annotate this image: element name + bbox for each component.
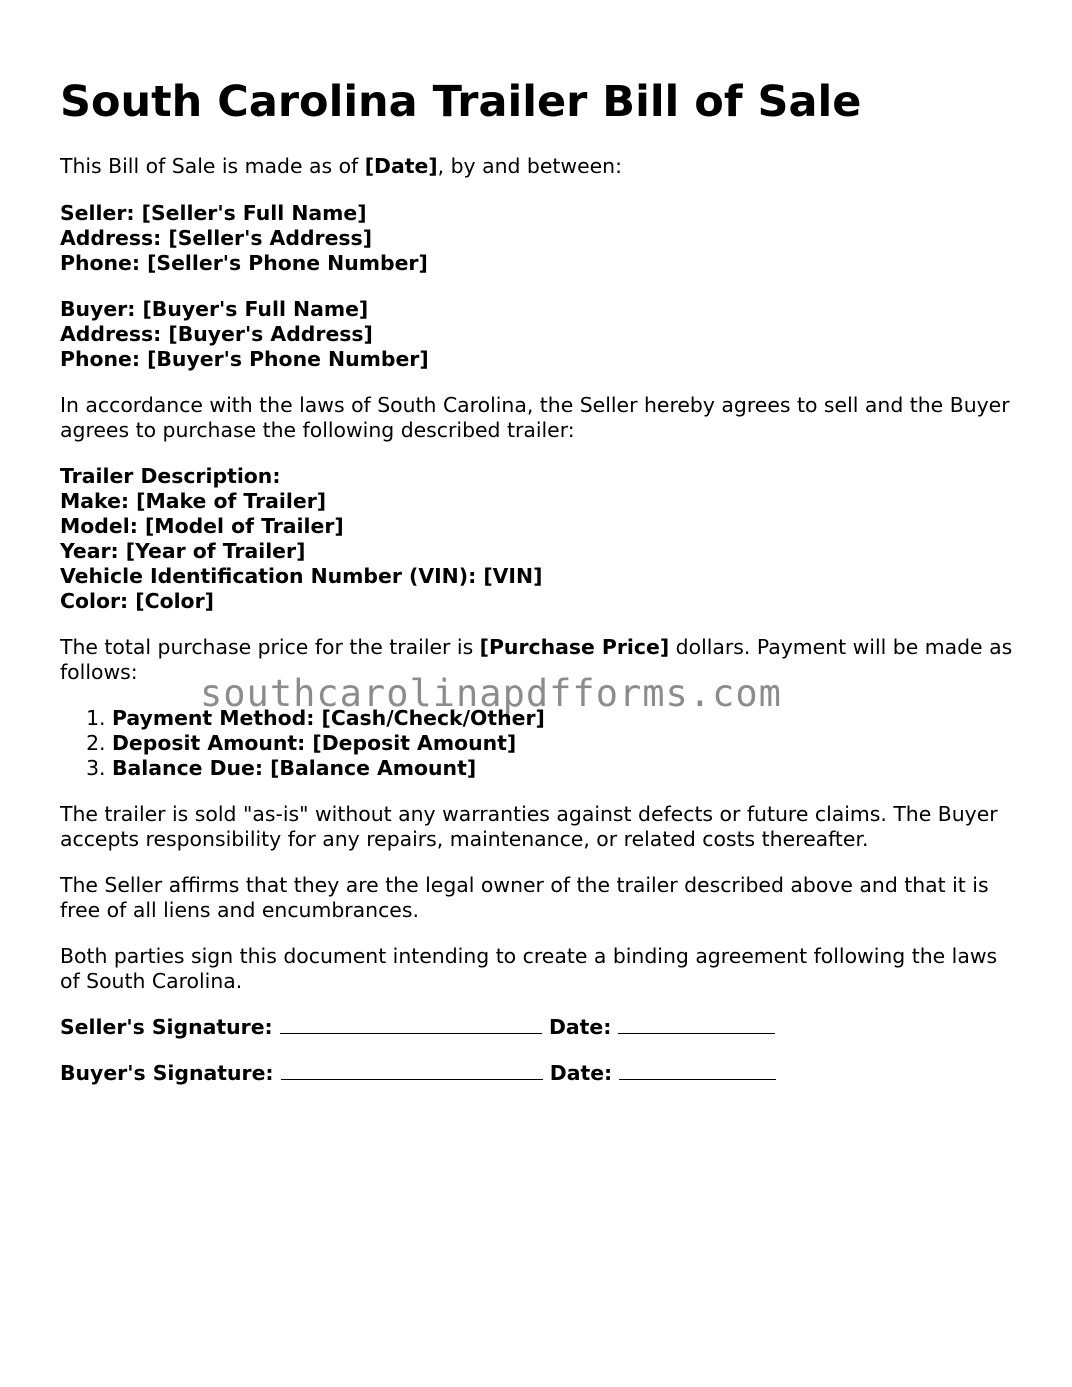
buyer-info xyxy=(60,297,1020,372)
accordance-paragraph: In accordance with the laws of South Carolina, the Seller hereby agrees to sell and the Buyer agrees to purchase the following described trailer: xyxy=(60,393,1010,442)
document-title: South Carolina Trailer Bill of Sale xyxy=(60,77,862,127)
price-text-pre: The total purchase price for the trailer is xyxy=(60,635,480,659)
watermark: southcarolinapdfforms.com xyxy=(200,672,782,715)
seller-signature-label: Seller's Signature: xyxy=(60,1015,273,1039)
trailer-year: Year: [Year of Trailer] xyxy=(60,539,306,563)
seller-date-line[interactable] xyxy=(618,1015,775,1034)
buyer-name: Buyer: [Buyer's Full Name] xyxy=(60,297,369,321)
intro-text-pre: This Bill of Sale is made as of xyxy=(60,154,365,178)
payment-list xyxy=(60,706,1020,781)
seller-name: Seller: [Seller's Full Name] xyxy=(60,201,367,225)
intro-date-placeholder: [Date] xyxy=(364,154,438,178)
purchase-price-placeholder: [Purchase Price] xyxy=(479,635,670,659)
payment-item-method: 1. Payment Method: [Cash/Check/Other] xyxy=(112,706,1020,731)
seller-signature-line[interactable] xyxy=(280,1015,542,1034)
buyer-address: Address: [Buyer's Address] xyxy=(60,322,373,346)
payment-item-balance: 3. Balance Due: [Balance Amount] xyxy=(112,756,1020,781)
trailer-color: Color: [Color] xyxy=(60,589,214,613)
seller-address: Address: [Seller's Address] xyxy=(60,226,373,250)
ownership-paragraph: The Seller affirms that they are the legal owner of the trailer described above and that it is free of all liens and encumbrances. xyxy=(60,873,989,922)
intro-text-post: , by and between: xyxy=(437,154,622,178)
seller-date-label: Date: xyxy=(548,1015,612,1039)
price-paragraph xyxy=(60,635,1020,685)
buyer-date-line[interactable] xyxy=(619,1061,776,1080)
buyer-signature-label: Buyer's Signature: xyxy=(60,1061,274,1085)
buyer-signature-row xyxy=(60,1061,1020,1086)
binding-paragraph: Both parties sign this document intending to create a binding agreement following the laws of South Carolina. xyxy=(60,944,998,993)
payment-item-deposit: 2. Deposit Amount: [Deposit Amount] xyxy=(112,731,1020,756)
seller-phone: Phone: [Seller's Phone Number] xyxy=(60,251,428,275)
trailer-description xyxy=(60,464,1020,614)
price-text-post: dollars. Payment will be made as follows: xyxy=(60,635,1013,684)
trailer-heading: Trailer Description: xyxy=(60,464,281,488)
seller-info xyxy=(60,201,1020,276)
buyer-date-label: Date: xyxy=(549,1061,613,1085)
payment-list-block xyxy=(60,706,1020,781)
as-is-paragraph: The trailer is sold "as-is" without any warranties against defects or future claims. The Buyer accepts responsibility for any repairs, maintenance, or related costs thereafter. xyxy=(60,802,998,851)
seller-signature-row xyxy=(60,1015,1020,1040)
buyer-phone: Phone: [Buyer's Phone Number] xyxy=(60,347,429,371)
trailer-vin: Vehicle Identification Number (VIN): [VIN] xyxy=(60,564,543,588)
trailer-model: Model: [Model of Trailer] xyxy=(60,514,344,538)
trailer-make: Make: [Make of Trailer] xyxy=(60,489,327,513)
intro-paragraph xyxy=(60,154,1020,179)
buyer-signature-line[interactable] xyxy=(281,1061,543,1080)
